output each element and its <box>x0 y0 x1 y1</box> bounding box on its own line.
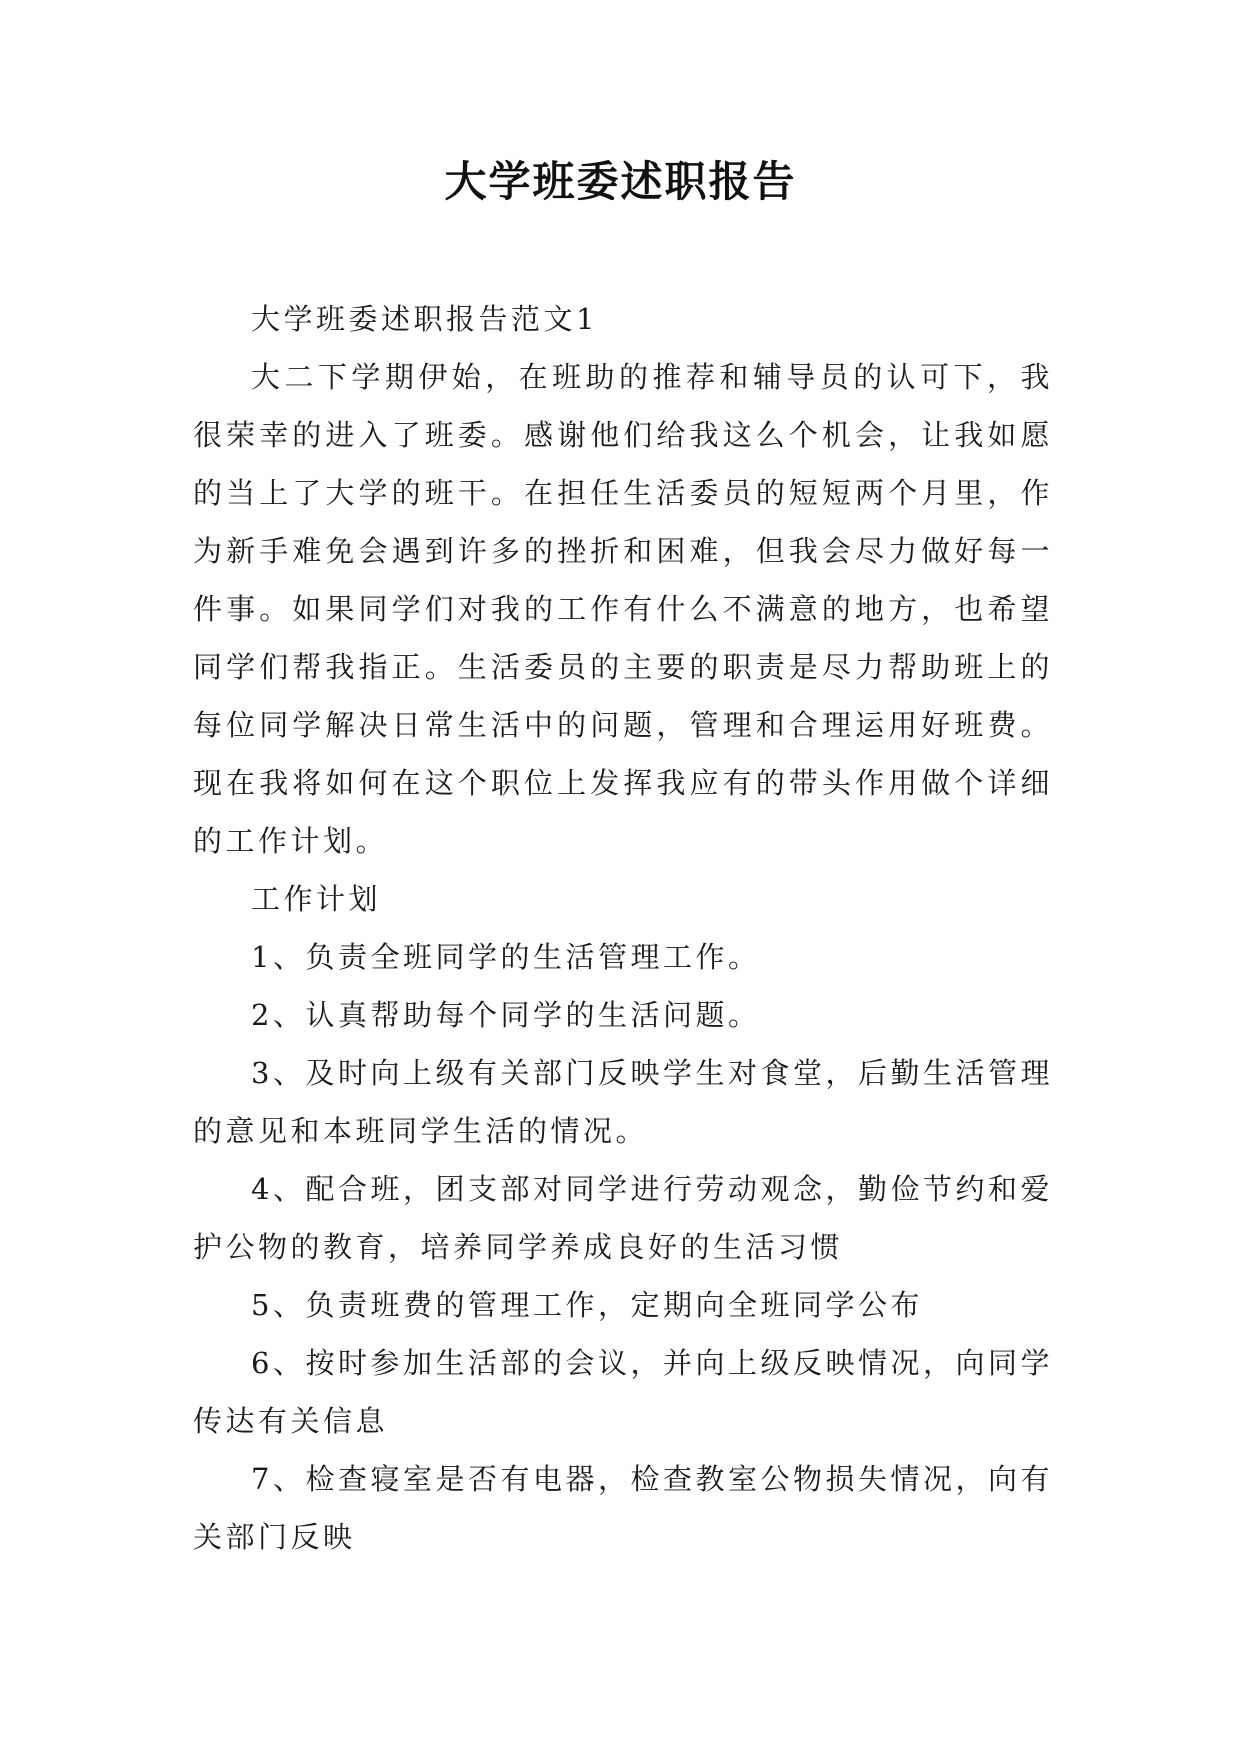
plan-item-2: 2、认真帮助每个同学的生活问题。 <box>251 998 761 1032</box>
plan-item-5: 5、负责班费的管理工作，定期向全班同学公布 <box>251 1288 923 1322</box>
document-title: 大学班委述职报告 <box>444 157 797 206</box>
document-body <box>193 290 1053 1566</box>
plan-item-1: 1、负责全班同学的生活管理工作。 <box>251 940 761 974</box>
plan-item-4: 4、配合班，团支部对同学进行劳动观念，勤俭节约和爱护公物的教育，培养同学养成良好的生活习惯 <box>193 1172 1053 1264</box>
plan-item-3: 3、及时向上级有关部门反映学生对食堂，后勤生活管理的意见和本班同学生活的情况。 <box>193 1056 1053 1148</box>
work-plan-heading: 工作计划 <box>251 882 382 916</box>
intro-paragraph: 大二下学期伊始，在班助的推荐和辅导员的认可下，我很荣幸的进入了班委。感谢他们给我这么个机会，让我如愿的当上了大学的班干。在担任生活委员的短短两个月里，作为新手难免会遇到许多的挫折和困难，但我会尽力做好每一件事。如果同学们对我的工作有什么不满意的地方，也希望同学们帮我指正。生活委员的主要的职责是尽力帮助班上的每位同学解决日常生活中的问题，管理和合理运用好班费。现在我将如何在这个职位上发挥我应有的带头作用做个详细的工作计划。 <box>193 360 1053 858</box>
plan-item-7: 7、检查寝室是否有电器，检查教室公物损失情况，向有关部门反映 <box>193 1462 1053 1554</box>
section-heading: 大学班委述职报告范文1 <box>251 302 598 336</box>
plan-item-6: 6、按时参加生活部的会议，并向上级反映情况，向同学传达有关信息 <box>193 1346 1053 1438</box>
